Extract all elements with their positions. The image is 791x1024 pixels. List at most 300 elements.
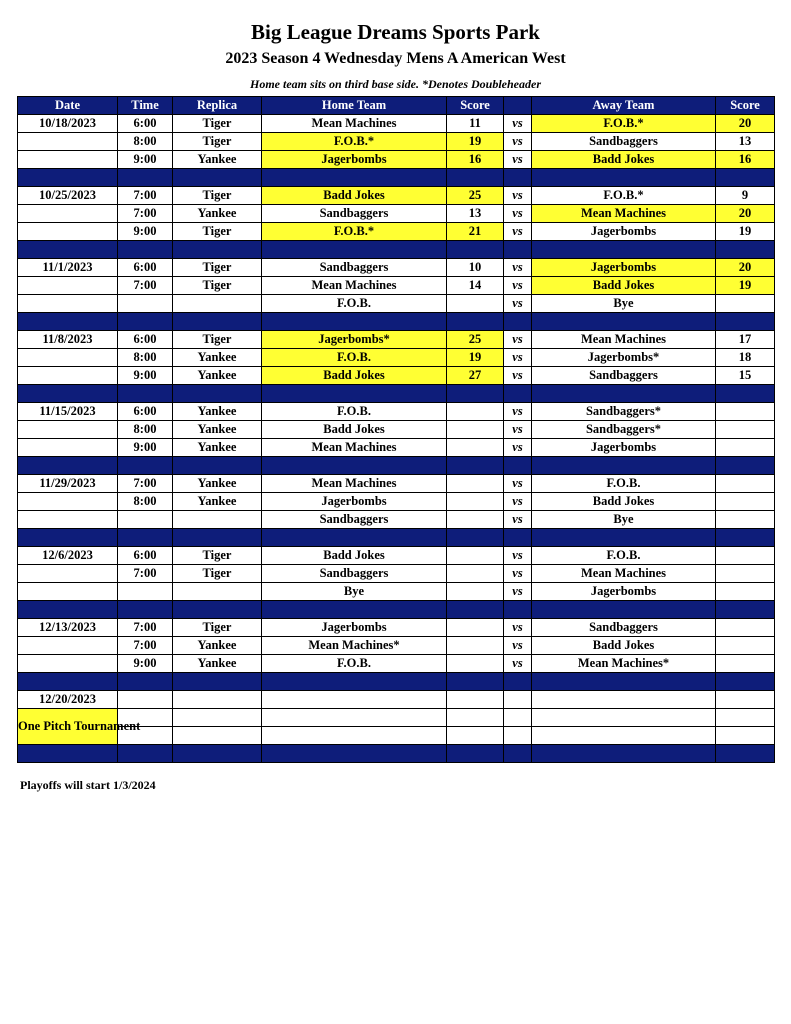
separator-cell <box>716 241 775 259</box>
game-row <box>18 115 775 133</box>
separator-cell <box>447 529 504 547</box>
home-score-cell: 13 <box>447 205 504 223</box>
home-score-cell: 27 <box>447 367 504 385</box>
away-score-cell: 20 <box>716 259 775 277</box>
vs-cell: vs <box>504 151 532 169</box>
home-score-cell: 25 <box>447 187 504 205</box>
away-team-cell: Badd Jokes <box>532 151 716 169</box>
page-subtitle: 2023 Season 4 Wednesday Mens A American West <box>225 50 566 67</box>
away-team-cell: Sandbaggers <box>532 619 716 637</box>
away-team-cell: Sandbaggers* <box>532 403 716 421</box>
empty-cell <box>716 691 775 709</box>
date-cell: 11/29/2023 <box>18 475 118 493</box>
game-row <box>18 277 775 295</box>
away-score-cell: 17 <box>716 331 775 349</box>
away-score-cell <box>716 439 775 457</box>
separator-cell <box>504 385 532 403</box>
vs-cell: vs <box>504 349 532 367</box>
away-team-cell: Mean Machines <box>532 331 716 349</box>
tournament-row <box>18 691 775 709</box>
home-team-cell: Jagerbombs <box>262 493 447 511</box>
away-team-cell: F.O.B.* <box>532 187 716 205</box>
separator-cell <box>504 241 532 259</box>
empty-cell <box>532 709 716 727</box>
time-cell: 9:00 <box>118 367 173 385</box>
date-cell: 11/1/2023 <box>18 259 118 277</box>
col-time: Time <box>118 97 173 115</box>
separator-cell <box>262 529 447 547</box>
game-row <box>18 583 775 601</box>
empty-cell <box>504 727 532 745</box>
replica-cell: Tiger <box>173 133 262 151</box>
separator-cell <box>716 673 775 691</box>
away-score-cell <box>716 583 775 601</box>
game-row <box>18 259 775 277</box>
separator-cell <box>262 169 447 187</box>
away-score-cell: 18 <box>716 349 775 367</box>
away-team-cell: Jagerbombs <box>532 439 716 457</box>
home-team-cell: Mean Machines <box>262 475 447 493</box>
away-team-cell: Sandbaggers <box>532 133 716 151</box>
page-note: Home team sits on third base side. *Denotes Doubleheader <box>250 77 541 91</box>
time-cell: 7:00 <box>118 205 173 223</box>
replica-cell <box>173 583 262 601</box>
game-row <box>18 133 775 151</box>
separator-cell <box>262 385 447 403</box>
col-date: Date <box>18 97 118 115</box>
separator-cell <box>18 673 118 691</box>
game-row <box>18 439 775 457</box>
game-row <box>18 205 775 223</box>
home-team-cell: Badd Jokes <box>262 187 447 205</box>
empty-cell <box>504 709 532 727</box>
separator-row <box>18 241 775 259</box>
separator-cell <box>716 169 775 187</box>
replica-cell: Yankee <box>173 493 262 511</box>
home-score-cell <box>447 637 504 655</box>
separator-cell <box>118 529 173 547</box>
away-team-cell: F.O.B.* <box>532 115 716 133</box>
replica-cell: Yankee <box>173 349 262 367</box>
replica-cell: Tiger <box>173 187 262 205</box>
date-cell: 12/6/2023 <box>18 547 118 565</box>
date-cell <box>18 151 118 169</box>
separator-cell <box>532 169 716 187</box>
empty-cell <box>173 709 262 727</box>
replica-cell: Yankee <box>173 151 262 169</box>
away-team-cell: Badd Jokes <box>532 277 716 295</box>
home-team-cell: F.O.B. <box>262 295 447 313</box>
vs-cell: vs <box>504 565 532 583</box>
vs-cell: vs <box>504 295 532 313</box>
date-cell <box>18 421 118 439</box>
date-cell <box>18 565 118 583</box>
game-row <box>18 223 775 241</box>
vs-cell: vs <box>504 511 532 529</box>
separator-cell <box>504 601 532 619</box>
vs-cell: vs <box>504 493 532 511</box>
separator-cell <box>504 745 532 763</box>
game-row <box>18 367 775 385</box>
replica-cell: Tiger <box>173 547 262 565</box>
vs-cell: vs <box>504 637 532 655</box>
away-score-cell <box>716 511 775 529</box>
separator-cell <box>716 745 775 763</box>
time-cell: 8:00 <box>118 493 173 511</box>
separator-cell <box>447 673 504 691</box>
col-home-score: Score <box>447 97 504 115</box>
replica-cell: Yankee <box>173 475 262 493</box>
vs-cell: vs <box>504 655 532 673</box>
away-team-cell: Jagerbombs <box>532 583 716 601</box>
replica-cell: Tiger <box>173 115 262 133</box>
separator-cell <box>532 385 716 403</box>
separator-cell <box>504 169 532 187</box>
empty-cell <box>262 727 447 745</box>
separator-row <box>18 745 775 763</box>
home-team-cell: F.O.B.* <box>262 133 447 151</box>
game-row <box>18 547 775 565</box>
away-team-cell: Mean Machines* <box>532 655 716 673</box>
home-team-cell: F.O.B. <box>262 349 447 367</box>
time-cell: 7:00 <box>118 187 173 205</box>
home-score-cell <box>447 439 504 457</box>
game-row <box>18 349 775 367</box>
away-score-cell <box>716 493 775 511</box>
time-cell: 6:00 <box>118 331 173 349</box>
replica-cell <box>173 295 262 313</box>
away-score-cell <box>716 403 775 421</box>
home-score-cell <box>447 547 504 565</box>
game-row <box>18 475 775 493</box>
time-cell <box>118 295 173 313</box>
away-team-cell: Sandbaggers <box>532 367 716 385</box>
vs-cell: vs <box>504 475 532 493</box>
separator-cell <box>262 745 447 763</box>
away-score-cell <box>716 637 775 655</box>
date-cell <box>18 367 118 385</box>
away-team-cell: Jagerbombs <box>532 223 716 241</box>
replica-cell: Yankee <box>173 403 262 421</box>
header-row <box>18 97 775 115</box>
replica-cell: Yankee <box>173 421 262 439</box>
vs-cell: vs <box>504 331 532 349</box>
separator-cell <box>262 601 447 619</box>
separator-cell <box>118 601 173 619</box>
date-cell <box>18 349 118 367</box>
vs-cell: vs <box>504 115 532 133</box>
home-score-cell <box>447 295 504 313</box>
home-team-cell: F.O.B.* <box>262 223 447 241</box>
separator-cell <box>18 385 118 403</box>
replica-cell <box>173 511 262 529</box>
separator-cell <box>532 241 716 259</box>
home-team-cell: Jagerbombs* <box>262 331 447 349</box>
replica-cell: Tiger <box>173 331 262 349</box>
away-score-cell <box>716 475 775 493</box>
separator-cell <box>262 673 447 691</box>
vs-cell: vs <box>504 619 532 637</box>
separator-cell <box>532 673 716 691</box>
home-score-cell: 10 <box>447 259 504 277</box>
separator-cell <box>18 169 118 187</box>
time-cell: 6:00 <box>118 259 173 277</box>
time-cell <box>118 583 173 601</box>
empty-cell <box>532 691 716 709</box>
empty-cell <box>262 709 447 727</box>
separator-cell <box>173 745 262 763</box>
home-team-cell: Bye <box>262 583 447 601</box>
separator-cell <box>504 457 532 475</box>
home-score-cell: 21 <box>447 223 504 241</box>
time-cell: 7:00 <box>118 619 173 637</box>
time-cell: 9:00 <box>118 655 173 673</box>
separator-cell <box>118 745 173 763</box>
separator-cell <box>447 313 504 331</box>
home-score-cell <box>447 403 504 421</box>
date-cell <box>18 223 118 241</box>
date-cell <box>18 655 118 673</box>
away-score-cell: 16 <box>716 151 775 169</box>
home-score-cell: 16 <box>447 151 504 169</box>
vs-cell: vs <box>504 421 532 439</box>
away-score-cell <box>716 619 775 637</box>
separator-cell <box>504 673 532 691</box>
away-team-cell: F.O.B. <box>532 475 716 493</box>
separator-cell <box>118 169 173 187</box>
home-team-cell: Jagerbombs <box>262 619 447 637</box>
date-cell: 11/15/2023 <box>18 403 118 421</box>
home-team-cell: Mean Machines* <box>262 637 447 655</box>
tournament-label: One Pitch Tournament <box>18 709 118 745</box>
separator-cell <box>716 385 775 403</box>
separator-cell <box>447 601 504 619</box>
away-score-cell: 19 <box>716 223 775 241</box>
tournament-date: 12/20/2023 <box>18 691 118 709</box>
empty-cell <box>118 691 173 709</box>
time-cell: 6:00 <box>118 403 173 421</box>
vs-cell: vs <box>504 223 532 241</box>
separator-row <box>18 529 775 547</box>
game-row <box>18 151 775 169</box>
empty-cell <box>504 691 532 709</box>
home-team-cell: Badd Jokes <box>262 367 447 385</box>
game-row <box>18 619 775 637</box>
page-title: Big League Dreams Sports Park <box>251 20 540 44</box>
home-team-cell: Jagerbombs <box>262 151 447 169</box>
empty-cell <box>532 727 716 745</box>
away-score-cell: 13 <box>716 133 775 151</box>
home-team-cell: Sandbaggers <box>262 565 447 583</box>
away-team-cell: Jagerbombs* <box>532 349 716 367</box>
date-cell <box>18 583 118 601</box>
home-score-cell <box>447 493 504 511</box>
vs-cell: vs <box>504 583 532 601</box>
time-cell: 8:00 <box>118 133 173 151</box>
time-cell: 9:00 <box>118 223 173 241</box>
game-row <box>18 565 775 583</box>
away-team-cell: Sandbaggers* <box>532 421 716 439</box>
time-cell: 7:00 <box>118 475 173 493</box>
replica-cell: Tiger <box>173 565 262 583</box>
date-cell: 10/25/2023 <box>18 187 118 205</box>
home-score-cell: 11 <box>447 115 504 133</box>
away-score-cell: 19 <box>716 277 775 295</box>
home-team-cell: Badd Jokes <box>262 421 447 439</box>
time-cell: 7:00 <box>118 565 173 583</box>
home-score-cell <box>447 583 504 601</box>
separator-cell <box>18 457 118 475</box>
home-score-cell: 19 <box>447 349 504 367</box>
separator-cell <box>173 169 262 187</box>
col-away-score: Score <box>716 97 775 115</box>
separator-cell <box>447 169 504 187</box>
home-score-cell: 25 <box>447 331 504 349</box>
game-row <box>18 187 775 205</box>
date-cell <box>18 205 118 223</box>
separator-row <box>18 169 775 187</box>
time-cell: 7:00 <box>118 277 173 295</box>
separator-cell <box>118 241 173 259</box>
away-team-cell: Mean Machines <box>532 565 716 583</box>
home-team-cell: F.O.B. <box>262 403 447 421</box>
game-row <box>18 511 775 529</box>
replica-cell: Yankee <box>173 439 262 457</box>
date-cell <box>18 637 118 655</box>
date-cell <box>18 439 118 457</box>
tournament-row <box>18 709 775 727</box>
vs-cell: vs <box>504 277 532 295</box>
separator-cell <box>447 745 504 763</box>
away-team-cell: Badd Jokes <box>532 637 716 655</box>
replica-cell: Yankee <box>173 637 262 655</box>
game-row <box>18 493 775 511</box>
away-team-cell: Bye <box>532 511 716 529</box>
replica-cell: Yankee <box>173 205 262 223</box>
separator-row <box>18 313 775 331</box>
separator-row <box>18 385 775 403</box>
col-replica: Replica <box>173 97 262 115</box>
schedule-table <box>17 96 775 763</box>
separator-cell <box>18 745 118 763</box>
replica-cell: Tiger <box>173 619 262 637</box>
separator-cell <box>716 313 775 331</box>
separator-cell <box>118 313 173 331</box>
separator-cell <box>173 385 262 403</box>
home-team-cell: F.O.B. <box>262 655 447 673</box>
date-cell: 10/18/2023 <box>18 115 118 133</box>
time-cell: 8:00 <box>118 349 173 367</box>
col-vs <box>504 97 532 115</box>
game-row <box>18 655 775 673</box>
empty-cell <box>447 709 504 727</box>
vs-cell: vs <box>504 133 532 151</box>
home-team-cell: Badd Jokes <box>262 547 447 565</box>
separator-cell <box>716 529 775 547</box>
separator-cell <box>504 313 532 331</box>
away-score-cell <box>716 295 775 313</box>
separator-cell <box>18 601 118 619</box>
col-away-team: Away Team <box>532 97 716 115</box>
separator-cell <box>18 313 118 331</box>
home-score-cell <box>447 619 504 637</box>
separator-cell <box>173 241 262 259</box>
separator-cell <box>504 529 532 547</box>
vs-cell: vs <box>504 547 532 565</box>
replica-cell: Yankee <box>173 367 262 385</box>
empty-cell <box>447 691 504 709</box>
separator-row <box>18 601 775 619</box>
separator-cell <box>173 313 262 331</box>
separator-cell <box>716 457 775 475</box>
time-cell: 6:00 <box>118 547 173 565</box>
separator-cell <box>532 601 716 619</box>
home-score-cell <box>447 421 504 439</box>
separator-cell <box>532 745 716 763</box>
game-row <box>18 403 775 421</box>
home-team-cell: Mean Machines <box>262 439 447 457</box>
time-cell: 9:00 <box>118 439 173 457</box>
vs-cell: vs <box>504 187 532 205</box>
empty-cell <box>262 691 447 709</box>
date-cell <box>18 133 118 151</box>
separator-cell <box>447 241 504 259</box>
home-team-cell: Mean Machines <box>262 115 447 133</box>
vs-cell: vs <box>504 259 532 277</box>
empty-cell <box>173 691 262 709</box>
time-cell: 9:00 <box>118 151 173 169</box>
away-team-cell: Jagerbombs <box>532 259 716 277</box>
home-team-cell: Sandbaggers <box>262 511 447 529</box>
away-score-cell <box>716 655 775 673</box>
vs-cell: vs <box>504 403 532 421</box>
away-score-cell <box>716 421 775 439</box>
playoffs-note: Playoffs will start 1/3/2024 <box>20 778 156 792</box>
separator-cell <box>118 385 173 403</box>
separator-cell <box>118 457 173 475</box>
empty-cell <box>716 709 775 727</box>
separator-row <box>18 673 775 691</box>
away-score-cell: 20 <box>716 115 775 133</box>
away-score-cell: 15 <box>716 367 775 385</box>
date-cell: 12/13/2023 <box>18 619 118 637</box>
separator-cell <box>173 457 262 475</box>
replica-cell: Yankee <box>173 655 262 673</box>
away-team-cell: Badd Jokes <box>532 493 716 511</box>
date-cell <box>18 295 118 313</box>
time-cell <box>118 511 173 529</box>
game-row <box>18 637 775 655</box>
vs-cell: vs <box>504 439 532 457</box>
separator-cell <box>262 241 447 259</box>
date-cell <box>18 511 118 529</box>
home-score-cell <box>447 511 504 529</box>
game-row <box>18 331 775 349</box>
time-cell: 7:00 <box>118 637 173 655</box>
home-team-cell: Sandbaggers <box>262 205 447 223</box>
game-row <box>18 295 775 313</box>
time-cell: 8:00 <box>118 421 173 439</box>
separator-cell <box>262 313 447 331</box>
away-score-cell: 9 <box>716 187 775 205</box>
away-score-cell <box>716 547 775 565</box>
home-score-cell: 19 <box>447 133 504 151</box>
separator-cell <box>716 601 775 619</box>
separator-cell <box>173 673 262 691</box>
separator-cell <box>447 457 504 475</box>
replica-cell: Tiger <box>173 277 262 295</box>
away-team-cell: Mean Machines <box>532 205 716 223</box>
